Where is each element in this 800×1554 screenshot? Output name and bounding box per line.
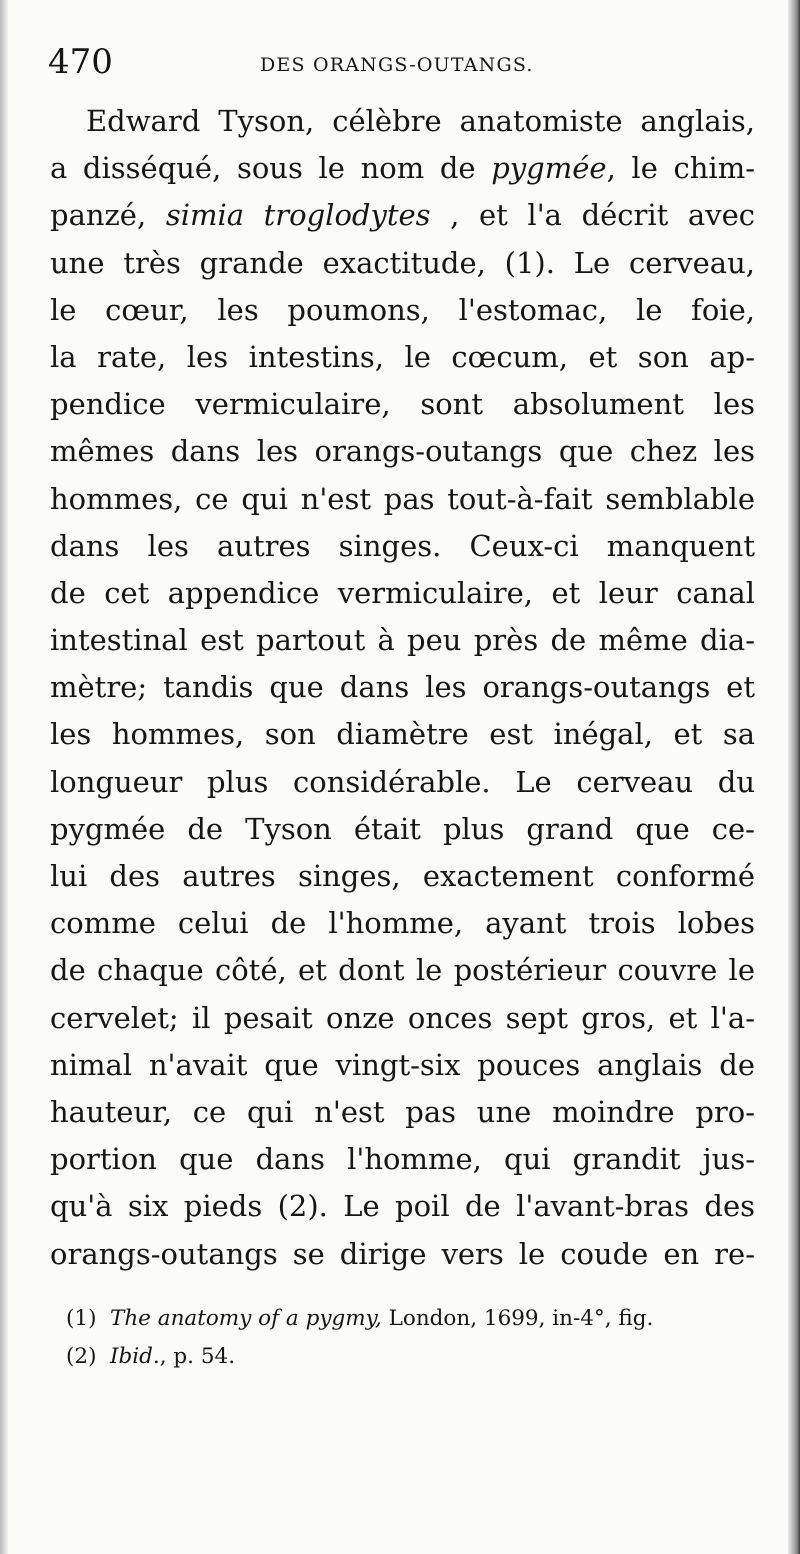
text-segment: a disséqué, sous le nom de xyxy=(50,151,476,186)
page-header xyxy=(48,40,758,90)
text-line: de cet appendice vermiculaire, et leur canal xyxy=(50,575,755,610)
text-line: pygmée de Tyson était plus grand que ce- xyxy=(50,811,755,846)
text-line xyxy=(50,192,755,239)
italic-term: pygmée xyxy=(491,151,607,186)
text-line: hauteur, ce qui n'est pas une moindre pro- xyxy=(50,1094,755,1129)
text-line: qu'à six pieds (2). Le poil de l'avant-bras des xyxy=(50,1189,755,1224)
text-line: nimal n'avait que vingt-six pouces anglais de xyxy=(50,1047,755,1082)
text-line: orangs-outangs se dirige vers le coude en re- xyxy=(50,1236,755,1271)
text-line: mêmes dans les orangs-outangs que chez les xyxy=(50,434,755,469)
text-line: lui des autres singes, exactement conformé xyxy=(50,859,755,893)
text-line: Edward Tyson, célèbre anatomiste anglais, xyxy=(86,104,755,138)
page-number: 470 xyxy=(48,42,113,82)
footnote-text: , p. 54. xyxy=(159,1344,236,1369)
text-line: pendice vermiculaire, sont absolument les xyxy=(50,387,755,422)
text-segment: panzé, xyxy=(50,198,147,233)
footnote-marker: (2) xyxy=(66,1344,97,1369)
text-line: dans les autres singes. Ceux-ci manquent xyxy=(50,528,755,563)
running-head: DES ORANGS-OUTANGS. xyxy=(260,54,534,76)
page-edge-left xyxy=(0,0,8,1554)
footnote-title: Ibid. xyxy=(110,1344,160,1369)
footnote-marker: (1) xyxy=(66,1306,97,1331)
text-line: portion que dans l'homme, qui grandit jus- xyxy=(50,1142,755,1177)
text-line: mètre; tandis que dans les orangs-outangs et xyxy=(50,670,755,705)
page-edge-right xyxy=(788,0,800,1554)
text-line: comme celui de l'homme, ayant trois lobes xyxy=(50,906,755,941)
text-line xyxy=(50,145,755,192)
italic-term: simia troglodytes xyxy=(165,198,431,233)
text-line: le cœur, les poumons, l'estomac, le foie, xyxy=(50,292,755,327)
text-line: une très grande exactitude, (1). Le cerveau, xyxy=(50,245,755,280)
footnote xyxy=(66,1338,756,1376)
body-text xyxy=(50,98,755,1278)
text-line: les hommes, son diamètre est inégal, et sa xyxy=(50,717,755,752)
footnote-text: London, 1699, in-4°, fig. xyxy=(381,1306,654,1331)
text-segment: , le chim- xyxy=(606,151,755,186)
text-line: la rate, les intestins, le cœcum, et son ap- xyxy=(50,339,755,374)
footnote xyxy=(66,1300,756,1338)
footnotes xyxy=(66,1300,756,1376)
footnote-title: The anatomy of a pygmy, xyxy=(110,1306,382,1331)
text-line: hommes, ce qui n'est pas tout-à-fait semblable xyxy=(50,481,755,516)
text-line: longueur plus considérable. Le cerveau du xyxy=(50,764,755,799)
text-segment: , et l'a décrit avec xyxy=(450,198,755,233)
text-line: intestinal est partout à peu près de même dia- xyxy=(50,623,755,658)
text-line: de chaque côté, et dont le postérieur couvre le xyxy=(50,953,755,988)
text-line: cervelet; il pesait onze onces sept gros, et l'a- xyxy=(50,1000,755,1035)
